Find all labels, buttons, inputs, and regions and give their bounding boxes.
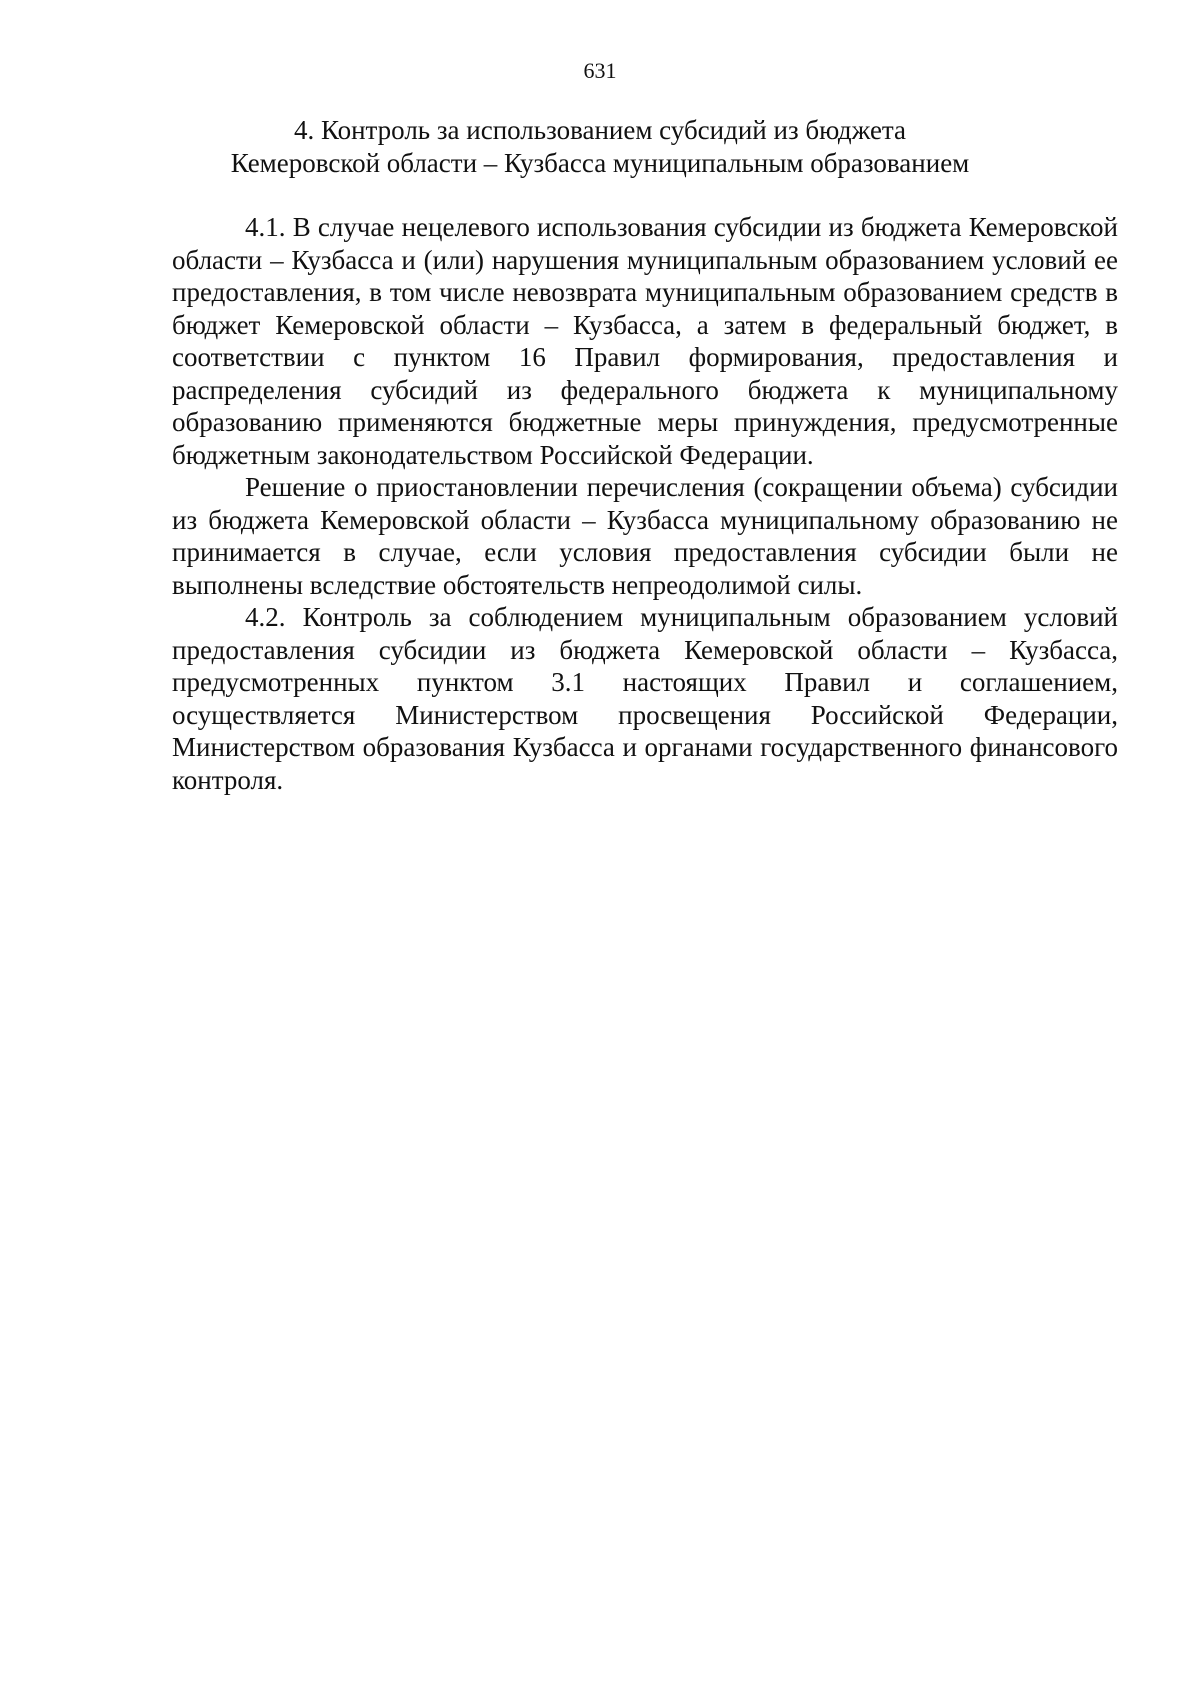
paragraph-4-2: 4.2. Контроль за соблюдением муниципальным образованием условий предоставления субсидии из бюджета Кемеровской области – Кузбасса, предусмотренных пунктом 3.1 настоящих Правил и соглашением, осуществляется Министерством просвещения Российской Федерации, Министерством образования Кузбасса и органами государственного финансового контроля.: [172, 602, 1118, 795]
section-heading: [150, 114, 1050, 180]
section-heading-line-1: 4. Контроль за использованием субсидий из бюджета: [293, 115, 907, 145]
section-heading-line-2: Кемеровской области – Кузбасса муниципальным образованием: [230, 148, 970, 178]
paragraph-4-1: 4.1. В случае нецелевого использования субсидии из бюджета Кемеровской области – Кузбасса и (или) нарушения муниципальным образованием условий ее предоставления, в том числе невозврата муниципальным образованием средств в бюджет Кемеровской области – Кузбасса, а затем в федеральный бюджет, в соответствии с пунктом 16 Правил формирования, предоставления и распределения субсидий из федерального бюджета к муниципальному образованию применяются бюджетные меры принуждения, предусмотренные бюджетным законодательством Российской Федерации.: [172, 212, 1118, 470]
paragraph-decision: Решение о приостановлении перечисления (сокращении объема) субсидии из бюджета Кемеровской области – Кузбасса муниципальному образованию не принимается в случае, если условия предоставления субсидии были не выполнены вследствие обстоятельств непреодолимой силы.: [172, 472, 1118, 600]
section-body: [172, 211, 1118, 796]
page-number: 631: [583, 58, 617, 83]
